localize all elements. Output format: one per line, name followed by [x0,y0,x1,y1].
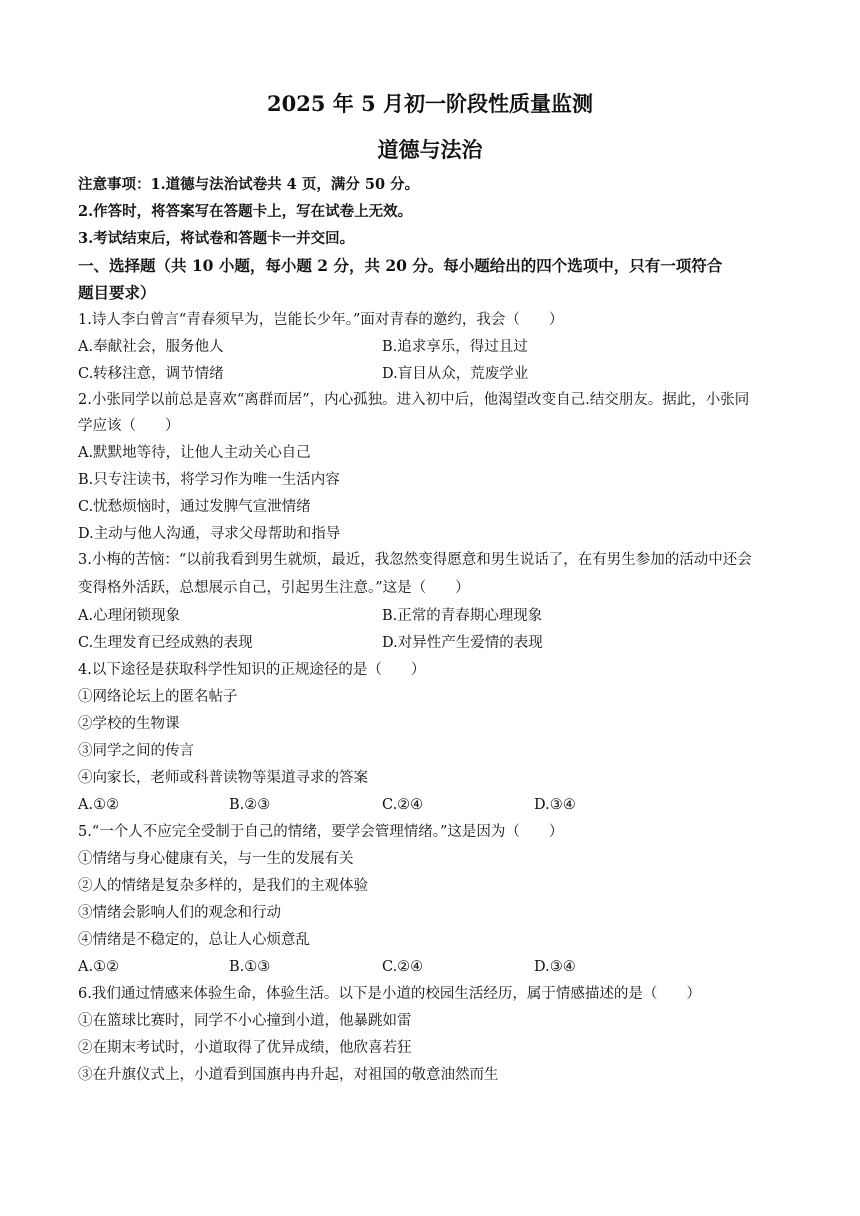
section-heading-1: 一、选择题（共 10 小题，每小题 2 分，共 20 分。每小题给出的四个选项中，只有一项符合 [78,256,723,275]
note-2: 2.作答时，将答案写在答题卡上，写在试卷上无效。 [78,203,413,220]
q4-statement-3: ③同学之间的传言 [78,743,194,759]
q3-stem-2: 变得格外活跃，总想展示自己，引起男生注意。”这是（ ） [78,580,470,596]
q5-statement-1: ①情绪与身心健康有关，与一生的发展有关 [78,851,354,867]
q4-option-a: A.①② [78,797,120,813]
q3-stem-1: 3.小梅的苦恼：“以前我看到男生就烦，最近，我忽然变得愿意和男生说话了，在有男生参加的活动中还会 [78,552,752,568]
q4-option-b: B.②③ [229,797,271,813]
exam-title: 2025 年 5 月初一阶段性质量监测 [267,91,593,116]
q4-option-c: C.②④ [382,797,424,813]
q2-stem-1: 2.小张同学以前总是喜欢“离群而居”，内心孤独。进入初中后，他渴望改变自己.结交朋友。据此，小张同 [78,392,750,408]
q5-stem: 5.“一个人不应完全受制于自己的情绪，要学会管理情绪。”这是因为（ ） [78,824,564,840]
q3-option-c: C.生理发育已经成熟的表现 [78,635,253,651]
q2-option-b: B.只专注读书，将学习作为唯一生活内容 [78,472,340,488]
q5-option-c: C.②④ [382,959,424,975]
q4-statement-2: ②学校的生物课 [78,716,180,732]
q5-statement-4: ④情绪是不稳定的，总让人心烦意乱 [78,932,310,948]
q1-option-a: A.奉献社会，服务他人 [78,339,224,355]
q3-option-a: A.心理闭锁现象 [78,608,181,624]
q6-statement-1: ①在篮球比赛时，同学不小心撞到小道，他暴跳如雷 [78,1013,412,1029]
q1-option-c: C.转移注意，调节情绪 [78,366,224,382]
q3-option-d: D.对异性产生爱情的表现 [382,635,543,651]
q3-option-b: B.正常的青春期心理现象 [382,608,543,624]
q2-stem-2: 学应该（ ） [78,418,180,434]
section-heading-2: 题目要求） [78,283,156,302]
q5-option-b: B.①③ [229,959,271,975]
q4-option-d: D.③④ [534,797,576,813]
q5-option-d: D.③④ [534,959,576,975]
q4-statement-1: ①网络论坛上的匿名帖子 [78,689,238,705]
q6-statement-2: ②在期末考试时，小道取得了优异成绩，他欣喜若狂 [78,1040,412,1056]
q4-statement-4: ④向家长，老师或科普读物等渠道寻求的答案 [78,770,368,786]
q4-stem: 4.以下途径是获取科学性知识的正规途径的是（ ） [78,662,426,678]
q6-stem: 6.我们通过情感来体验生命，体验生活。以下是小道的校园生活经历，属于情感描述的是（ ） [78,986,701,1002]
q5-statement-3: ③情绪会影响人们的观念和行动 [78,905,281,921]
q2-option-a: A.默默地等待，让他人主动关心自己 [78,445,311,461]
q1-option-b: B.追求享乐，得过且过 [382,339,528,355]
q2-option-c: C.忧愁烦恼时，通过发脾气宣泄情绪 [78,499,311,515]
q2-option-d: D.主动与他人沟通，寻求父母帮助和指导 [78,526,341,542]
note-3: 3.考试结束后，将试卷和答题卡一并交回。 [78,230,355,247]
q5-option-a: A.①② [78,959,120,975]
q1-stem: 1.诗人李白曾言“青春须早为，岂能长少年。”面对青春的邀约，我会（ ） [78,312,564,328]
note-1: 注意事项：1.道德与法治试卷共 4 页，满分 50 分。 [78,176,420,193]
subject-title: 道德与法治 [377,137,483,162]
q5-statement-2: ②人的情绪是复杂多样的，是我们的主观体验 [78,878,368,894]
q6-statement-3: ③在升旗仪式上，小道看到国旗冉冉升起，对祖国的敬意油然而生 [78,1067,499,1083]
q1-option-d: D.盲目从众，荒废学业 [382,366,529,382]
